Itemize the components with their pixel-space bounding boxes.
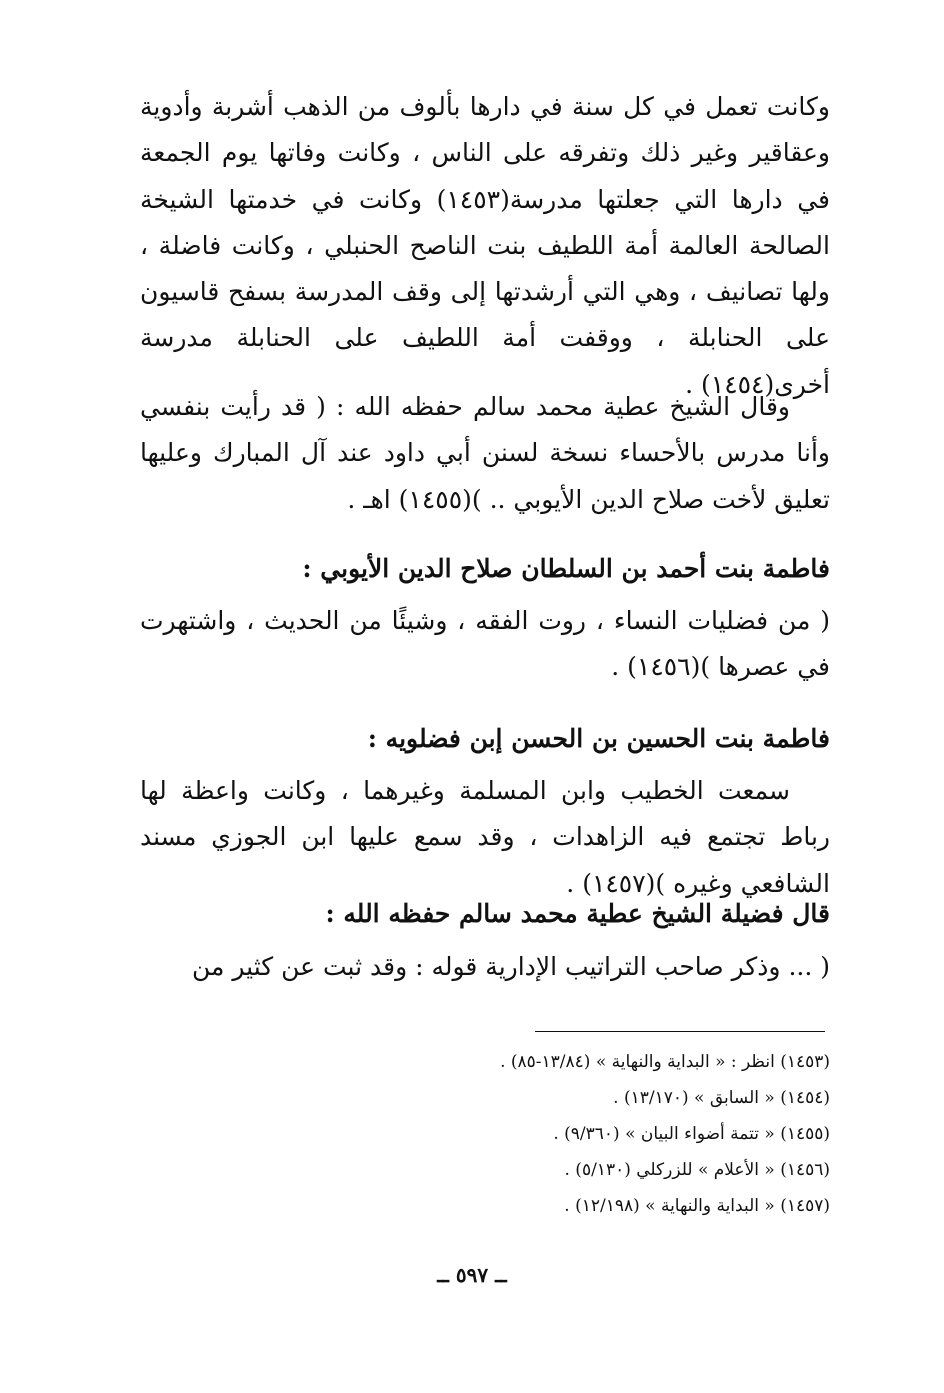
page-number: ــ ٥٩٧ ــ [437,1263,507,1287]
paragraph-quote-atiyya: وقال الشيخ عطية محمد سالم حفظه الله : ( قد رأيت بنفسي وأنا مدرس بالأحساء نسخة لسنن أبي داود عند آل المبارك وعليها تعليق لأخت صلاح الدين الأيوبي .. )(١٤٥٥) اهـ . [140,392,830,514]
footnotes [140,1044,830,1224]
heading-fatima-bint-ahmad: فاطمة بنت أحمد بن السلطان صلاح الدين الأيوبي : [302,554,830,583]
heading-fatima-bint-alhusayn: فاطمة بنت الحسين بن الحسن إبن فضلويه : [367,724,830,753]
footnote-1455: (١٤٥٥) « تتمة أضواء البيان » (٩/٣٦٠) . [553,1124,830,1144]
footnote-1454: (١٤٥٤) « السابق » (١٣/١٧٠) . [613,1088,830,1108]
paragraph-taratib: ( ... وذكر صاحب التراتيب الإدارية قوله : وقد ثبت عن كثير من [192,952,830,981]
paragraph-fatima-bint-alhusayn: سمعت الخطيب وابن المسلمة وغيرهما ، وكانت واعظة لها رباط تجتمع فيه الزاهدات ، وقد سمع عليها ابن الجوزي مسند الشافعي وغيره )(١٤٥٧) . [140,776,830,898]
heading-sheikh-atiyya: قال فضيلة الشيخ عطية محمد سالم حفظه الله : [325,899,830,928]
paragraph-fatima-bint-ahmad: ( من فضليات النساء ، روت الفقه ، وشيئًا من الحديث ، واشتهرت في عصرها )(١٤٥٦) . [140,606,830,682]
footnote-1457: (١٤٥٧) « البداية والنهاية » (١٢/١٩٨) . [564,1196,830,1216]
footnote-1453: (١٤٥٣) انظر : « البداية والنهاية » (١٣/٨٤-٨٥) . [500,1052,830,1072]
paragraph-charity: وكانت تعمل في كل سنة في دارها بألوف من الذهب أشربة وأدوية وعقاقير وغير ذلك وتفرقه على الناس ، وكانت وفاتها يوم الجمعة في دارها التي جعلتها مدرسة(١٤٥٣) وكانت في خدمتها الشيخة الصالحة العالمة أمة اللطيف بنت الناصح الحنبلي ، وكانت فاضلة ، ولها تصانيف ، وهي التي أرشدتها إلى وقف المدرسة بسفح قاسيون على الحنابلة ، ووقفت أمة اللطيف على الحنابلة مدرسة أخرى(١٤٥٤) . [140,92,831,399]
footnote-separator [535,1031,825,1032]
footnote-1456: (١٤٥٦) « الأعلام » للزركلي (٥/١٣٠) . [564,1160,830,1180]
